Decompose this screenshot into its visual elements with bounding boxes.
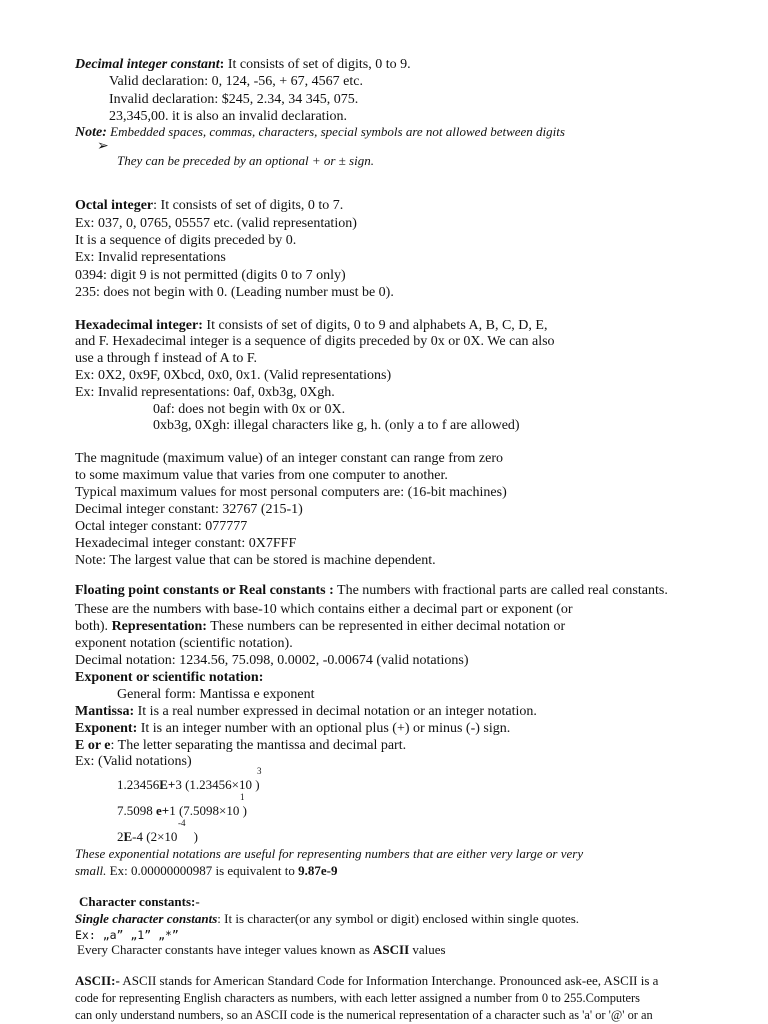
octal-line-2: It is a sequence of digits preceded by 0. <box>75 233 297 248</box>
ascii-line-2: code for representing English characters as numbers, with each letter assigned a number from 0 to 255.Computers <box>75 991 640 1005</box>
valid-notations-label: Ex: (Valid notations) <box>75 754 192 769</box>
float-line-1: These are the numbers with base-10 which contains either a decimal part or exponent (or <box>75 602 573 617</box>
ascii-text: ASCII stands for American Standard Code for Information Interchange. Pronounced ask-ee, ASCII is a <box>119 973 659 988</box>
float-l2-pre: both). <box>75 619 112 634</box>
char-example: Ex: „a” „1” „*” <box>75 928 179 942</box>
e-text: : The letter separating the mantissa and decimal part. <box>110 738 407 753</box>
exponential-note-example: Ex: 0.00000000987 is equivalent to <box>106 863 299 878</box>
e-line <box>75 737 406 754</box>
decimal-invalid-2: 23,345,00. it is also an invalid declaration. <box>109 109 347 124</box>
character-constants-heading: Character constants:- <box>79 894 200 909</box>
float-l2-post: These numbers can be represented in either decimal notation or <box>206 619 566 634</box>
hex-line-6: 0xb3g, 0Xgh: illegal characters like g, h. (only a to f are allowed) <box>153 418 520 433</box>
notation-1-superscript: 3 <box>257 766 262 776</box>
octal-line-1: Ex: 037, 0, 0765, 05557 etc. (valid representation) <box>75 216 357 231</box>
exponent-text: It is an integer number with an optional plus (+) or minus (-) sign. <box>137 721 511 736</box>
float-line-2 <box>75 618 565 635</box>
mantissa-line <box>75 703 537 720</box>
notation-3-superscript: -4 <box>178 818 186 828</box>
notation-1 <box>117 777 260 793</box>
magnitude-line-6: Hexadecimal integer constant: 0X7FFF <box>75 536 297 551</box>
notation-1-rest: 3 (1.23456×10 ) <box>175 777 260 792</box>
ascii-line-3: can only understand numbers, so an ASCII code is the numerical representation of a character such as 'a' or '@' or an <box>75 1008 653 1022</box>
magnitude-line-5: Octal integer constant: 077777 <box>75 519 248 534</box>
notation-1-e: E+ <box>159 777 176 792</box>
hex-title-line <box>75 317 547 334</box>
hex-line-4: Ex: Invalid representations: 0af, 0xb3g, 0Xgh. <box>75 385 335 400</box>
hex-line-3: Ex: 0X2, 0x9F, 0Xbcd, 0x0, 0x1. (Valid representations) <box>75 368 392 383</box>
float-desc: The numbers with fractional parts are called real constants. <box>333 583 668 598</box>
note-label: Note: <box>75 125 107 140</box>
arrow-bullet-icon: ➢ <box>97 139 109 154</box>
magnitude-line-7: Note: The largest value that can be stored is machine dependent. <box>75 553 436 568</box>
e-label: E or e <box>75 738 111 753</box>
exponent-line <box>75 720 510 737</box>
hex-line-5: 0af: does not begin with 0x or 0X. <box>153 402 346 417</box>
magnitude-line-4: Decimal integer constant: 32767 (215-1) <box>75 502 303 517</box>
exponential-note-small: small. <box>75 863 107 878</box>
ascii-values-pre: Every Character constants have integer values known as <box>77 942 374 957</box>
octal-line-5: 235: does not begin with 0. (Leading number must be 0). <box>75 285 394 300</box>
exponential-note-value: 9.87e-9 <box>298 863 338 878</box>
ascii-values-post: values <box>409 942 446 957</box>
decimal-note <box>75 124 565 141</box>
decimal-sign-note: They can be preceded by an optional + or ± sign. <box>117 153 374 168</box>
mantissa-label: Mantissa: <box>75 704 135 719</box>
octal-desc: : It consists of set of digits, 0 to 7. <box>153 198 344 213</box>
ascii-values-line <box>77 942 446 958</box>
representation-label: Representation: <box>111 619 207 634</box>
octal-line-3: Ex: Invalid representations <box>75 250 226 265</box>
magnitude-line-1: The magnitude (maximum value) of an integer constant can range from zero <box>75 451 503 466</box>
decimal-desc: It consists of set of digits, 0 to 9. <box>224 57 411 72</box>
decimal-title-colon: : <box>219 57 225 72</box>
notation-2 <box>117 803 247 819</box>
general-form: General form: Mantissa e exponent <box>117 687 315 702</box>
ascii-label: ASCII:- <box>75 973 120 988</box>
notation-1-mantissa: 1.23456 <box>117 777 160 792</box>
notation-3-e: E <box>123 829 133 844</box>
ascii-values-bold: ASCII <box>373 942 410 957</box>
hex-line-1: and F. Hexadecimal integer is a sequence of digits preceded by 0x or 0X. We can also <box>75 334 555 349</box>
magnitude-line-2: to some maximum value that varies from one computer to another. <box>75 468 448 483</box>
exponent-notation-heading: Exponent or scientific notation: <box>75 670 264 685</box>
float-title: Floating point constants or Real constants : <box>75 583 334 598</box>
decimal-valid: Valid declaration: 0, 124, -56, + 67, 4567 etc. <box>109 74 364 89</box>
single-char-label: Single character constants <box>75 911 218 926</box>
hex-title: Hexadecimal integer: <box>75 318 203 333</box>
ascii-line-1 <box>75 973 658 989</box>
notation-2-e: e+ <box>156 803 170 818</box>
exponential-note-1: These exponential notations are useful for representing numbers that are either very large or very <box>75 846 584 861</box>
exponent-label: Exponent: <box>75 721 138 736</box>
mantissa-text: It is a real number expressed in decimal notation or an integer notation. <box>134 704 537 719</box>
single-char-line <box>75 911 579 927</box>
decimal-title-line <box>75 56 411 73</box>
single-char-text: : It is character(or any symbol or digit) enclosed within single quotes. <box>217 911 580 926</box>
notation-3-mantissa: 2 <box>117 829 124 844</box>
decimal-invalid: Invalid declaration: $245, 2.34, 34 345, 075. <box>109 92 359 107</box>
notation-2-rest: 1 (7.5098×10 ) <box>169 803 247 818</box>
float-title-line <box>75 582 668 599</box>
notation-2-mantissa: 7.5098 <box>117 803 156 818</box>
notation-3-rest: -4 (2×10 ) <box>132 829 198 844</box>
exponential-note-2 <box>75 863 338 879</box>
notation-3 <box>117 829 198 845</box>
magnitude-line-3: Typical maximum values for most personal computers are: (16-bit machines) <box>75 485 507 500</box>
octal-line-4: 0394: digit 9 is not permitted (digits 0 to 7 only) <box>75 268 346 283</box>
hex-desc: It consists of set of digits, 0 to 9 and alphabets A, B, C, D, E, <box>202 318 548 333</box>
hex-line-2: use a through f instead of A to F. <box>75 351 258 366</box>
decimal-title: Decimal integer constant <box>75 57 220 72</box>
note-text: Embedded spaces, commas, characters, special symbols are not allowed between digits <box>106 124 565 139</box>
octal-title-line <box>75 197 343 214</box>
octal-title: Octal integer <box>75 198 154 213</box>
notation-2-superscript: 1 <box>240 792 245 802</box>
float-line-3: exponent notation (scientific notation). <box>75 636 293 651</box>
float-line-4: Decimal notation: 1234.56, 75.098, 0.0002, -0.00674 (valid notations) <box>75 653 469 668</box>
